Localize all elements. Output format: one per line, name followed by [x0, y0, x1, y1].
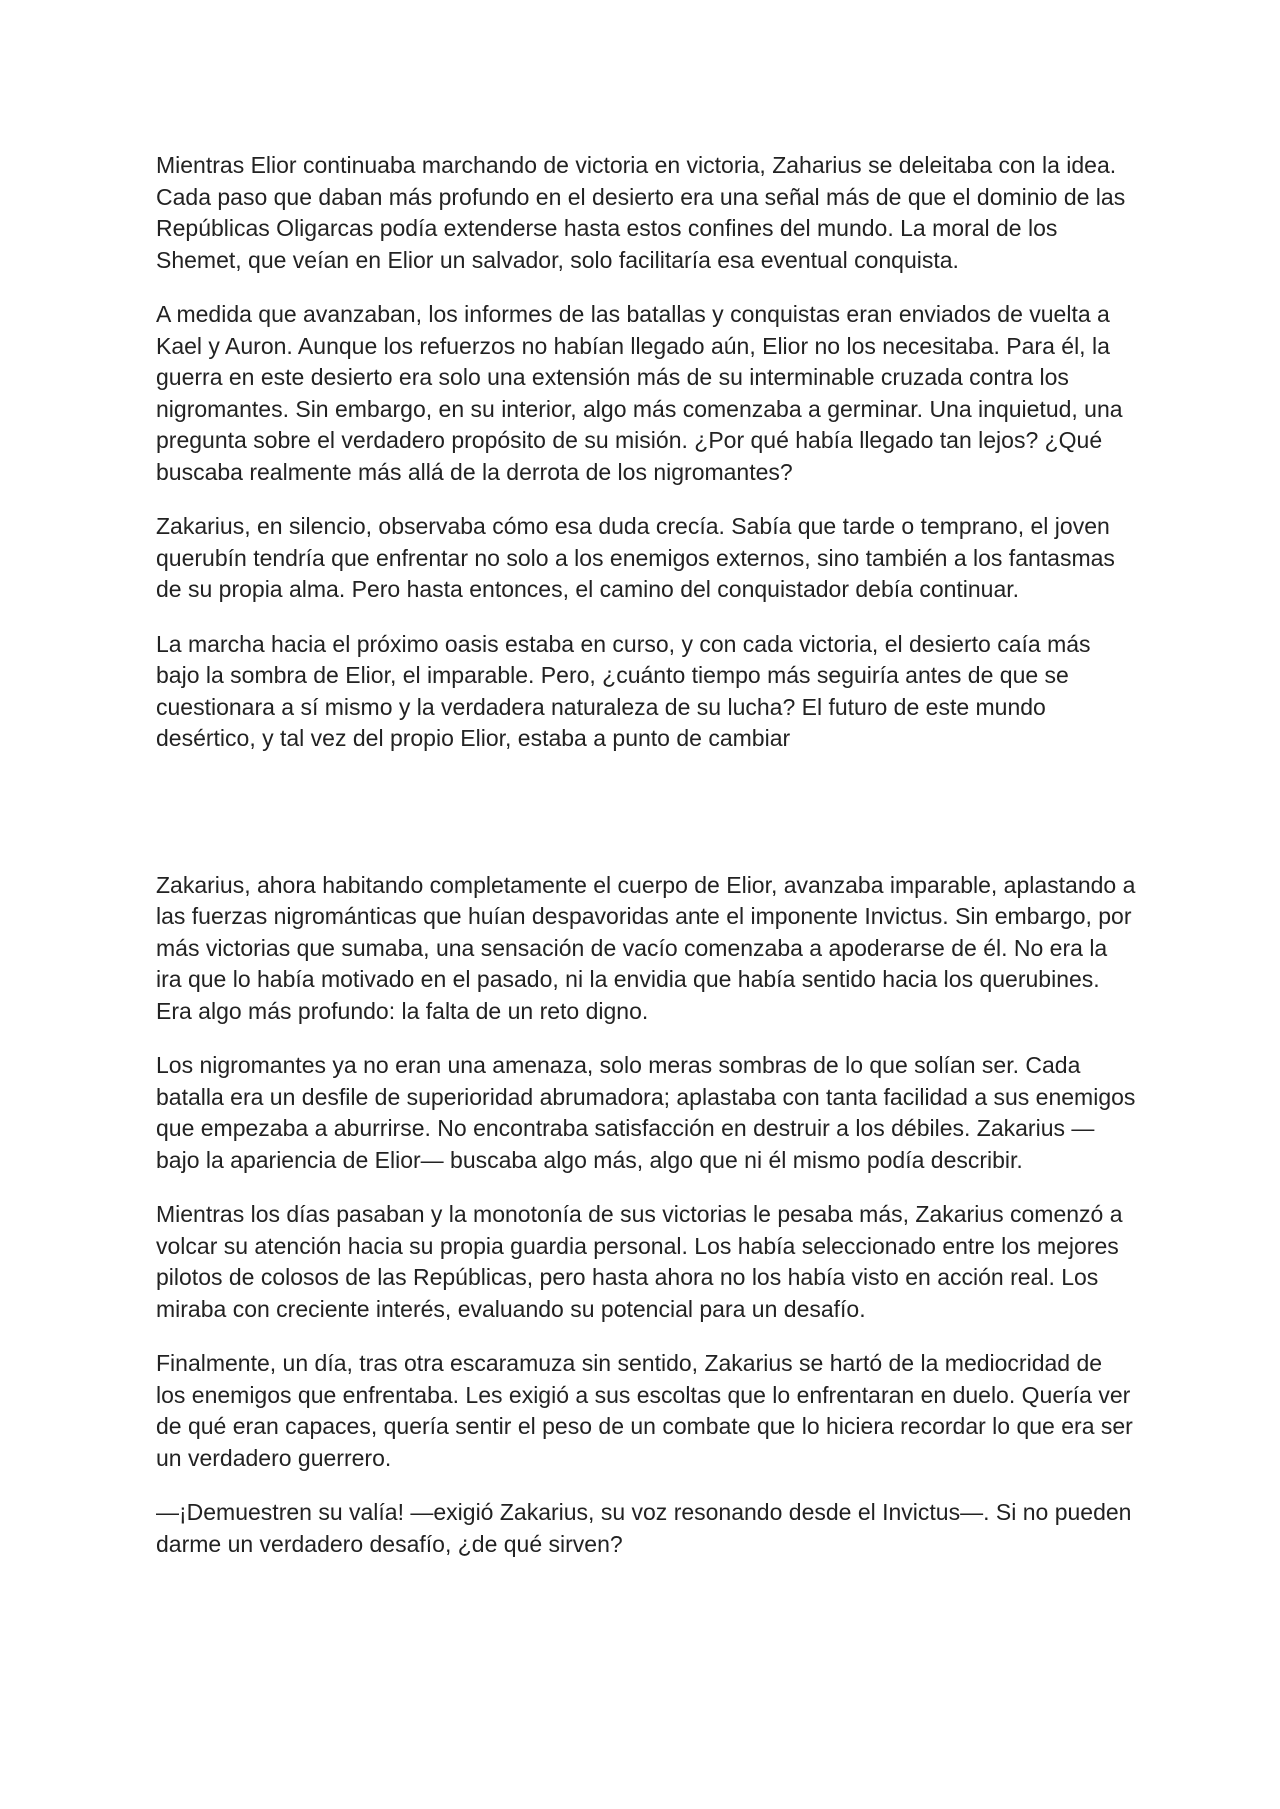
- section-2: [156, 870, 1136, 1561]
- paragraph: Mientras Elior continuaba marchando de victoria en victoria, Zaharius se deleitaba con la idea. Cada paso que daban más profundo en el desierto era una señal más de que el dominio de las Repúblicas Oligarcas podía extenderse hasta estos confines del mundo. La moral de los Shemet, que veían en Elior un salvador, solo facilitaría esa eventual conquista.: [156, 152, 1126, 273]
- section-break: [156, 778, 1136, 870]
- paragraph: Finalmente, un día, tras otra escaramuza sin sentido, Zakarius se hartó de la mediocridad de los enemigos que enfrentaba. Les exigió a sus escoltas que lo enfrentaran en duelo. Quería ver de qué eran capaces, quería sentir el peso de un combate que lo hiciera recordar lo que era ser un verdadero guerrero.: [156, 1350, 1133, 1471]
- section-1: [156, 150, 1136, 755]
- paragraph: Los nigromantes ya no eran una amenaza, solo meras sombras de lo que solían ser. Cada batalla era un desfile de superioridad abrumadora; aplastaba con tanta facilidad a sus enemigos que empezaba a aburrirse. No encontraba satisfacción en destruir a los débiles. Zakarius —bajo la apariencia de Elior— buscaba algo más, algo que ni él mismo podía describir.: [156, 1052, 1136, 1173]
- paragraph: Mientras los días pasaban y la monotonía de sus victorias le pesaba más, Zakarius comenzó a volcar su atención hacia su propia guardia personal. Los había seleccionado entre los mejores pilotos de colosos de las Repúblicas, pero hasta ahora no los había visto en acción real. Los miraba con creciente interés, evaluando su potencial para un desafío.: [156, 1201, 1123, 1322]
- paragraph: —¡Demuestren su valía! —exigió Zakarius, su voz resonando desde el Invictus—. Si no pueden darme un verdadero desafío, ¿de qué sirven?: [156, 1499, 1132, 1557]
- paragraph: La marcha hacia el próximo oasis estaba en curso, y con cada victoria, el desierto caía más bajo la sombra de Elior, el imparable. Pero, ¿cuánto tiempo más seguiría antes de que se cuestionara a sí mismo y la verdadera naturaleza de su lucha? El futuro de este mundo desértico, y tal vez del propio Elior, estaba a punto de cambiar: [156, 630, 1091, 751]
- paragraph: A medida que avanzaban, los informes de las batallas y conquistas eran enviados de vuelta a Kael y Auron. Aunque los refuerzos no habían llegado aún, Elior no los necesitaba. Para él, la guerra en este desierto era solo una extensión más de su interminable cruzada contra los nigromantes. Sin embargo, en su interior, algo más comenzaba a germinar. Una inquietud, una pregunta sobre el verdadero propósito de su misión. ¿Por qué había llegado tan lejos? ¿Qué buscaba realmente más allá de la derrota de los nigromantes?: [156, 301, 1123, 485]
- paragraph: Zakarius, en silencio, observaba cómo esa duda crecía. Sabía que tarde o temprano, el joven querubín tendría que enfrentar no solo a los enemigos externos, sino también a los fantasmas de su propia alma. Pero hasta entonces, el camino del conquistador debía continuar.: [156, 513, 1115, 602]
- paragraph: Zakarius, ahora habitando completamente el cuerpo de Elior, avanzaba imparable, aplastando a las fuerzas nigrománticas que huían despavoridas ante el imponente Invictus. Sin embargo, por más victorias que sumaba, una sensación de vacío comenzaba a apoderarse de él. No era la ira que lo había motivado en el pasado, ni la envidia que había sentido hacia los querubines. Era algo más profundo: la falta de un reto digno.: [156, 871, 1136, 1024]
- document-body: [156, 150, 1136, 1583]
